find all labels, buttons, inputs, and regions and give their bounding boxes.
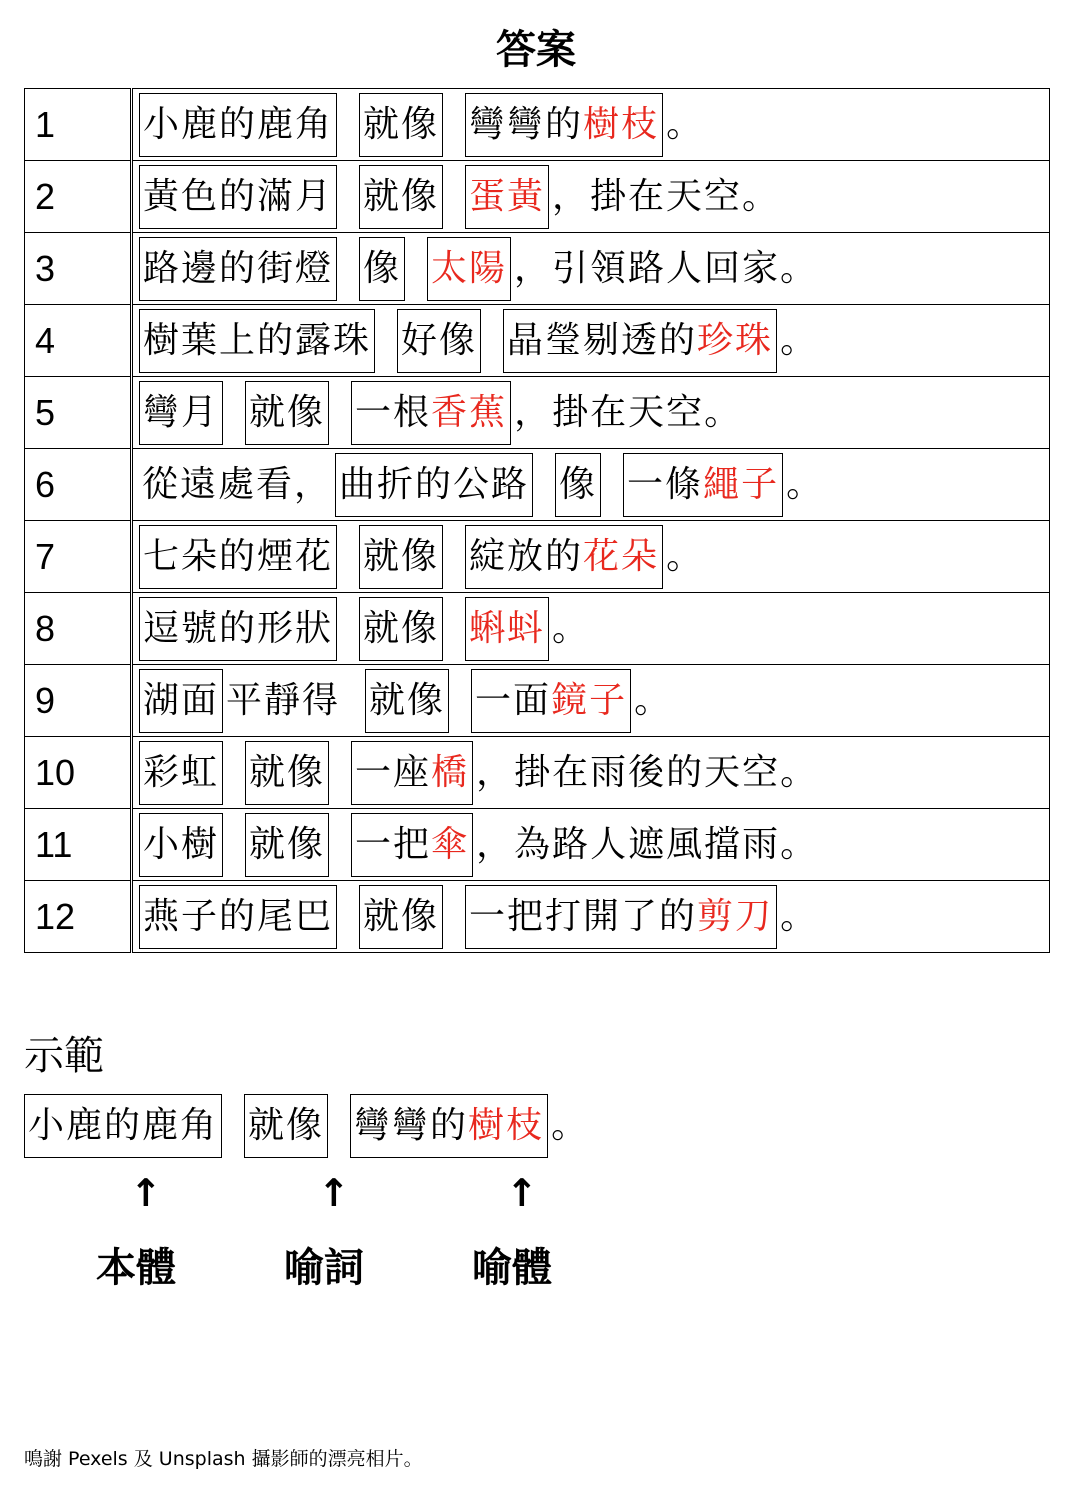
simile-sentence bbox=[132, 881, 1050, 953]
highlighted-word: 繩子 bbox=[703, 463, 780, 505]
phrase-box bbox=[139, 741, 223, 805]
phrase-part: ，掛在天空。 bbox=[514, 391, 743, 433]
phrase-part: 小鹿的鹿角 bbox=[143, 103, 334, 145]
phrase-part: 。 bbox=[634, 679, 673, 721]
row-number: 7 bbox=[25, 521, 132, 593]
phrase-box bbox=[465, 93, 663, 157]
phrase-text bbox=[511, 382, 745, 444]
label-comparison-word: 喻詞 bbox=[284, 1244, 364, 1291]
phrase-text bbox=[139, 454, 335, 516]
phrase-box bbox=[623, 453, 783, 517]
simile-sentence bbox=[132, 89, 1050, 161]
phrase-text bbox=[548, 1095, 592, 1157]
phrase-part: ，掛在天空。 bbox=[552, 175, 781, 217]
phrase-part: 逗號的形狀 bbox=[143, 607, 334, 649]
phrase-text bbox=[663, 526, 707, 588]
simile-sentence bbox=[132, 665, 1050, 737]
phrase-part: 。 bbox=[780, 895, 819, 937]
table-row bbox=[25, 233, 1050, 305]
phrase-part: 就像 bbox=[369, 679, 446, 721]
label-tenor: 本體 bbox=[96, 1244, 176, 1291]
phrase-part: 一根 bbox=[355, 391, 432, 433]
phrase-part: ，掛在雨後的天空。 bbox=[476, 751, 819, 793]
phrase-box bbox=[245, 741, 329, 805]
phrase-box bbox=[359, 93, 443, 157]
phrase-part: 就像 bbox=[249, 823, 326, 865]
table-row bbox=[25, 377, 1050, 449]
phrase-box bbox=[503, 309, 777, 373]
highlighted-word: 花朵 bbox=[583, 535, 660, 577]
highlighted-word: 珍珠 bbox=[697, 319, 774, 361]
phrase-box bbox=[139, 525, 337, 589]
phrase-text bbox=[663, 94, 707, 156]
phrase-part: 彩虹 bbox=[143, 751, 220, 793]
arrow-up-icon: ↑ bbox=[130, 1171, 162, 1215]
phrase-part: 。 bbox=[780, 319, 819, 361]
highlighted-word: 橋 bbox=[431, 751, 470, 793]
example-sentence bbox=[24, 1094, 592, 1158]
phrase-box bbox=[465, 597, 549, 661]
phrase-text bbox=[473, 742, 821, 804]
simile-sentence bbox=[132, 377, 1050, 449]
table-row bbox=[25, 521, 1050, 593]
phrase-box bbox=[139, 309, 375, 373]
phrase-box bbox=[471, 669, 631, 733]
phrase-part: 平靜得 bbox=[226, 679, 341, 721]
arrow-up-icon: ↑ bbox=[318, 1171, 350, 1215]
phrase-part: 樹葉上的露珠 bbox=[143, 319, 372, 361]
row-number: 8 bbox=[25, 593, 132, 665]
phrase-text bbox=[223, 670, 343, 732]
row-number: 11 bbox=[25, 809, 132, 881]
highlighted-word: 樹枝 bbox=[583, 103, 660, 145]
phrase-box bbox=[359, 165, 443, 229]
phrase-box bbox=[139, 669, 223, 733]
phrase-part: ，引領路人回家。 bbox=[514, 247, 819, 289]
phrase-box bbox=[427, 237, 511, 301]
highlighted-word: 蝌蚪 bbox=[469, 607, 546, 649]
highlighted-word: 蛋黃 bbox=[469, 175, 546, 217]
phrase-box bbox=[351, 741, 473, 805]
row-number: 12 bbox=[25, 881, 132, 953]
table-row bbox=[25, 737, 1050, 809]
credits-footer: 鳴謝 Pexels 及 Unsplash 攝影師的漂亮相片。 bbox=[24, 1448, 423, 1470]
phrase-part: 路邊的街燈 bbox=[143, 247, 334, 289]
phrase-box bbox=[139, 885, 337, 949]
phrase-part: 晶瑩剔透的 bbox=[507, 319, 698, 361]
phrase-text bbox=[473, 814, 821, 876]
phrase-box bbox=[359, 885, 443, 949]
phrase-box bbox=[365, 669, 449, 733]
row-number: 10 bbox=[25, 737, 132, 809]
phrase-part: 。 bbox=[552, 607, 591, 649]
phrase-box bbox=[351, 381, 511, 445]
phrase-part: 彎彎的 bbox=[469, 103, 584, 145]
simile-sentence bbox=[132, 521, 1050, 593]
phrase-text bbox=[783, 454, 827, 516]
phrase-text bbox=[549, 166, 783, 228]
table-row bbox=[25, 449, 1050, 521]
phrase-box bbox=[139, 813, 223, 877]
phrase-part: 一把打開了的 bbox=[469, 895, 698, 937]
phrase-box bbox=[350, 1094, 548, 1158]
highlighted-word: 樹枝 bbox=[468, 1105, 545, 1146]
phrase-box bbox=[139, 381, 223, 445]
phrase-part: 。 bbox=[666, 103, 705, 145]
label-vehicle: 喻體 bbox=[472, 1244, 552, 1291]
phrase-text bbox=[549, 598, 593, 660]
page-title: 答案 bbox=[496, 27, 576, 73]
row-number: 3 bbox=[25, 233, 132, 305]
phrase-part: 小樹 bbox=[143, 823, 220, 865]
phrase-part: 湖面 bbox=[143, 679, 220, 721]
phrase-box bbox=[139, 165, 337, 229]
phrase-box bbox=[465, 885, 777, 949]
phrase-box bbox=[397, 309, 481, 373]
phrase-part: 彎彎的 bbox=[354, 1105, 469, 1146]
phrase-part: 一座 bbox=[355, 751, 432, 793]
highlighted-word: 太陽 bbox=[431, 247, 508, 289]
phrase-box bbox=[359, 525, 443, 589]
row-number: 6 bbox=[25, 449, 132, 521]
phrase-part: 像 bbox=[559, 463, 598, 505]
highlighted-word: 香蕉 bbox=[431, 391, 508, 433]
simile-sentence bbox=[132, 809, 1050, 881]
phrase-box bbox=[465, 165, 549, 229]
table-row bbox=[25, 809, 1050, 881]
phrase-part: 一面 bbox=[475, 679, 552, 721]
highlighted-word: 剪刀 bbox=[697, 895, 774, 937]
row-number: 1 bbox=[25, 89, 132, 161]
phrase-part: 就像 bbox=[363, 607, 440, 649]
phrase-part: 一把 bbox=[355, 823, 432, 865]
phrase-part: 一條 bbox=[627, 463, 704, 505]
phrase-part: 。 bbox=[551, 1105, 590, 1146]
highlighted-word: 傘 bbox=[431, 823, 470, 865]
phrase-box bbox=[139, 93, 337, 157]
phrase-part: 七朵的煙花 bbox=[143, 535, 334, 577]
table-row bbox=[25, 593, 1050, 665]
phrase-box bbox=[359, 597, 443, 661]
row-number: 4 bbox=[25, 305, 132, 377]
phrase-box bbox=[351, 813, 473, 877]
simile-sentence bbox=[132, 233, 1050, 305]
phrase-part: 就像 bbox=[363, 103, 440, 145]
arrow-up-icon: ↑ bbox=[506, 1171, 538, 1215]
phrase-part: 像 bbox=[363, 247, 402, 289]
phrase-part: 好像 bbox=[401, 319, 478, 361]
phrase-box bbox=[139, 597, 337, 661]
simile-sentence bbox=[132, 161, 1050, 233]
answers-table bbox=[24, 88, 1050, 953]
phrase-box bbox=[335, 453, 533, 517]
simile-sentence bbox=[132, 593, 1050, 665]
phrase-box bbox=[245, 381, 329, 445]
row-number: 9 bbox=[25, 665, 132, 737]
row-number: 2 bbox=[25, 161, 132, 233]
phrase-box bbox=[359, 237, 405, 301]
table-row bbox=[25, 89, 1050, 161]
phrase-box bbox=[465, 525, 663, 589]
phrase-text bbox=[511, 238, 821, 300]
simile-sentence bbox=[132, 737, 1050, 809]
table-row bbox=[25, 881, 1050, 953]
phrase-box bbox=[555, 453, 601, 517]
simile-sentence bbox=[132, 305, 1050, 377]
phrase-text bbox=[777, 886, 821, 948]
phrase-box bbox=[244, 1094, 328, 1158]
phrase-part: 。 bbox=[666, 535, 705, 577]
phrase-part: 曲折的公路 bbox=[339, 463, 530, 505]
phrase-text bbox=[777, 310, 821, 372]
phrase-part: 就像 bbox=[363, 895, 440, 937]
phrase-part: 從遠處看， bbox=[142, 463, 333, 505]
phrase-part: 。 bbox=[786, 463, 825, 505]
table-row bbox=[25, 161, 1050, 233]
phrase-part: 就像 bbox=[363, 175, 440, 217]
highlighted-word: 鏡子 bbox=[551, 679, 628, 721]
phrase-part: 就像 bbox=[249, 391, 326, 433]
table-row bbox=[25, 305, 1050, 377]
phrase-part: 就像 bbox=[249, 751, 326, 793]
row-number: 5 bbox=[25, 377, 132, 449]
phrase-text bbox=[631, 670, 675, 732]
phrase-part: 小鹿的鹿角 bbox=[28, 1105, 219, 1146]
example-label: 示範 bbox=[24, 1033, 104, 1079]
phrase-part: 就像 bbox=[248, 1105, 325, 1146]
phrase-part: 燕子的尾巴 bbox=[143, 895, 334, 937]
table-row bbox=[25, 665, 1050, 737]
phrase-part: 綻放的 bbox=[469, 535, 584, 577]
phrase-part: 彎月 bbox=[143, 391, 220, 433]
phrase-part: 黃色的滿月 bbox=[143, 175, 334, 217]
phrase-box bbox=[245, 813, 329, 877]
phrase-part: ，為路人遮風擋雨。 bbox=[476, 823, 819, 865]
phrase-box bbox=[24, 1094, 222, 1158]
phrase-box bbox=[139, 237, 337, 301]
simile-sentence bbox=[132, 449, 1050, 521]
phrase-part: 就像 bbox=[363, 535, 440, 577]
